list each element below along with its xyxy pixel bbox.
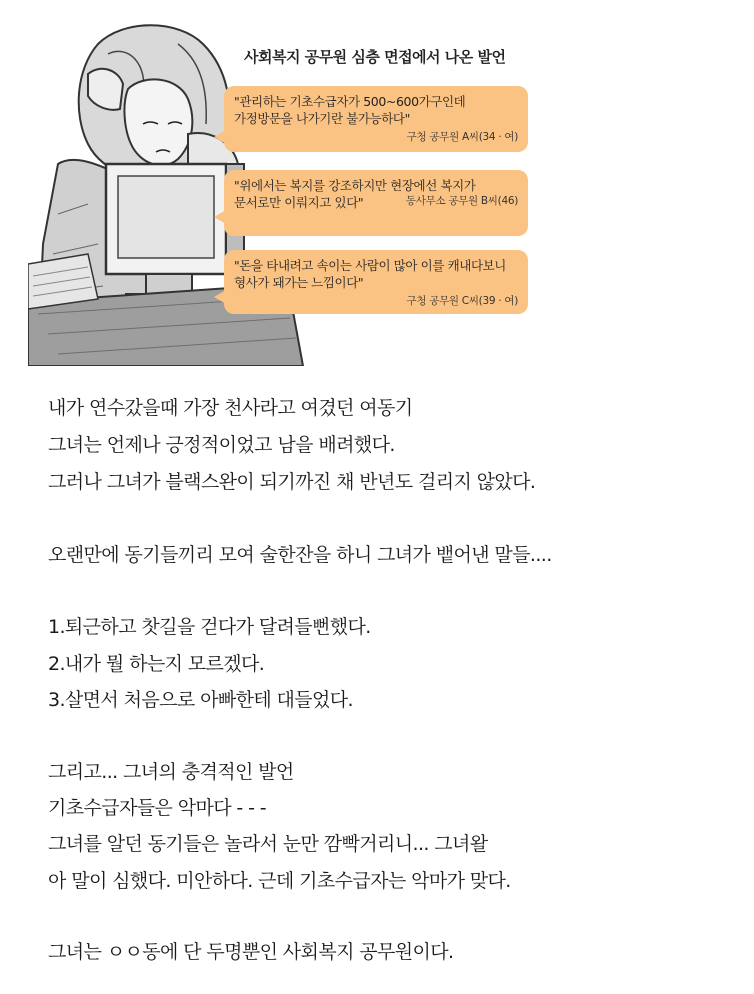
story-line: 내가 연수갔을때 가장 천사라고 여겼던 여동기 bbox=[48, 397, 413, 419]
story-line: 1.퇴근하고 찻길을 걷다가 달려들뻔했다. bbox=[48, 616, 371, 638]
quote-line: "위에서는 복지를 강조하지만 현장에선 복지가 bbox=[234, 178, 476, 193]
quote-line: 가정방문을 나가기란 불가능하다" bbox=[234, 111, 410, 126]
bubble-tail bbox=[214, 130, 226, 144]
story-line: 3.살면서 처음으로 아빠한테 대들었다. bbox=[48, 689, 353, 711]
quote-text bbox=[234, 93, 518, 127]
quote-source: 동사무소 공무원 B씨(46) bbox=[405, 195, 518, 207]
story-line: 그러나 그녀가 블랙스완이 되기까진 채 반년도 걸리지 않았다. bbox=[48, 471, 536, 493]
story-line: 기초수급자들은 악마다 - - - bbox=[48, 797, 267, 819]
illustration-headline: 사회복지 공무원 심층 면접에서 나온 발언 bbox=[244, 48, 506, 66]
quote-bubble-a bbox=[224, 86, 528, 152]
bubble-tail bbox=[214, 290, 226, 304]
story-line: 아 말이 심했다. 미안하다. 근데 기초수급자는 악마가 맞다. bbox=[48, 870, 511, 892]
story-line: 그리고... 그녀의 충격적인 발언 bbox=[48, 761, 294, 783]
bubble-tail bbox=[214, 210, 226, 224]
story-line: 그녀는 ㅇㅇ동에 단 두명뿐인 사회복지 공무원이다. bbox=[48, 941, 454, 963]
quote-line: "관리하는 기초수급자가 500~600가구인데 bbox=[234, 94, 466, 109]
story-line: 2.내가 뭘 하는지 모르겠다. bbox=[48, 653, 265, 675]
quote-line: 형사가 돼가는 느낌이다" bbox=[234, 275, 364, 290]
quote-bubble-b bbox=[224, 170, 528, 236]
quote-bubble-c bbox=[224, 250, 528, 314]
story-line: 그녀는 언제나 긍정적이었고 남을 배려했다. bbox=[48, 434, 395, 456]
quote-source: 구청 공무원 C씨(39 · 여) bbox=[406, 295, 518, 307]
quote-line: 문서로만 이뤄지고 있다" bbox=[234, 195, 364, 210]
story-line: 오랜만에 동기들끼리 모여 술한잔을 하니 그녀가 뱉어낸 말들.... bbox=[48, 544, 552, 566]
story-line: 그녀를 알던 동기들은 놀라서 눈만 깜빡거리니... 그녀왈 bbox=[48, 833, 488, 855]
quote-text bbox=[234, 257, 518, 291]
quote-line: "돈을 타내려고 속이는 사람이 많아 이를 캐내다보니 bbox=[234, 258, 506, 273]
quote-source: 구청 공무원 A씨(34 · 여) bbox=[406, 131, 518, 143]
